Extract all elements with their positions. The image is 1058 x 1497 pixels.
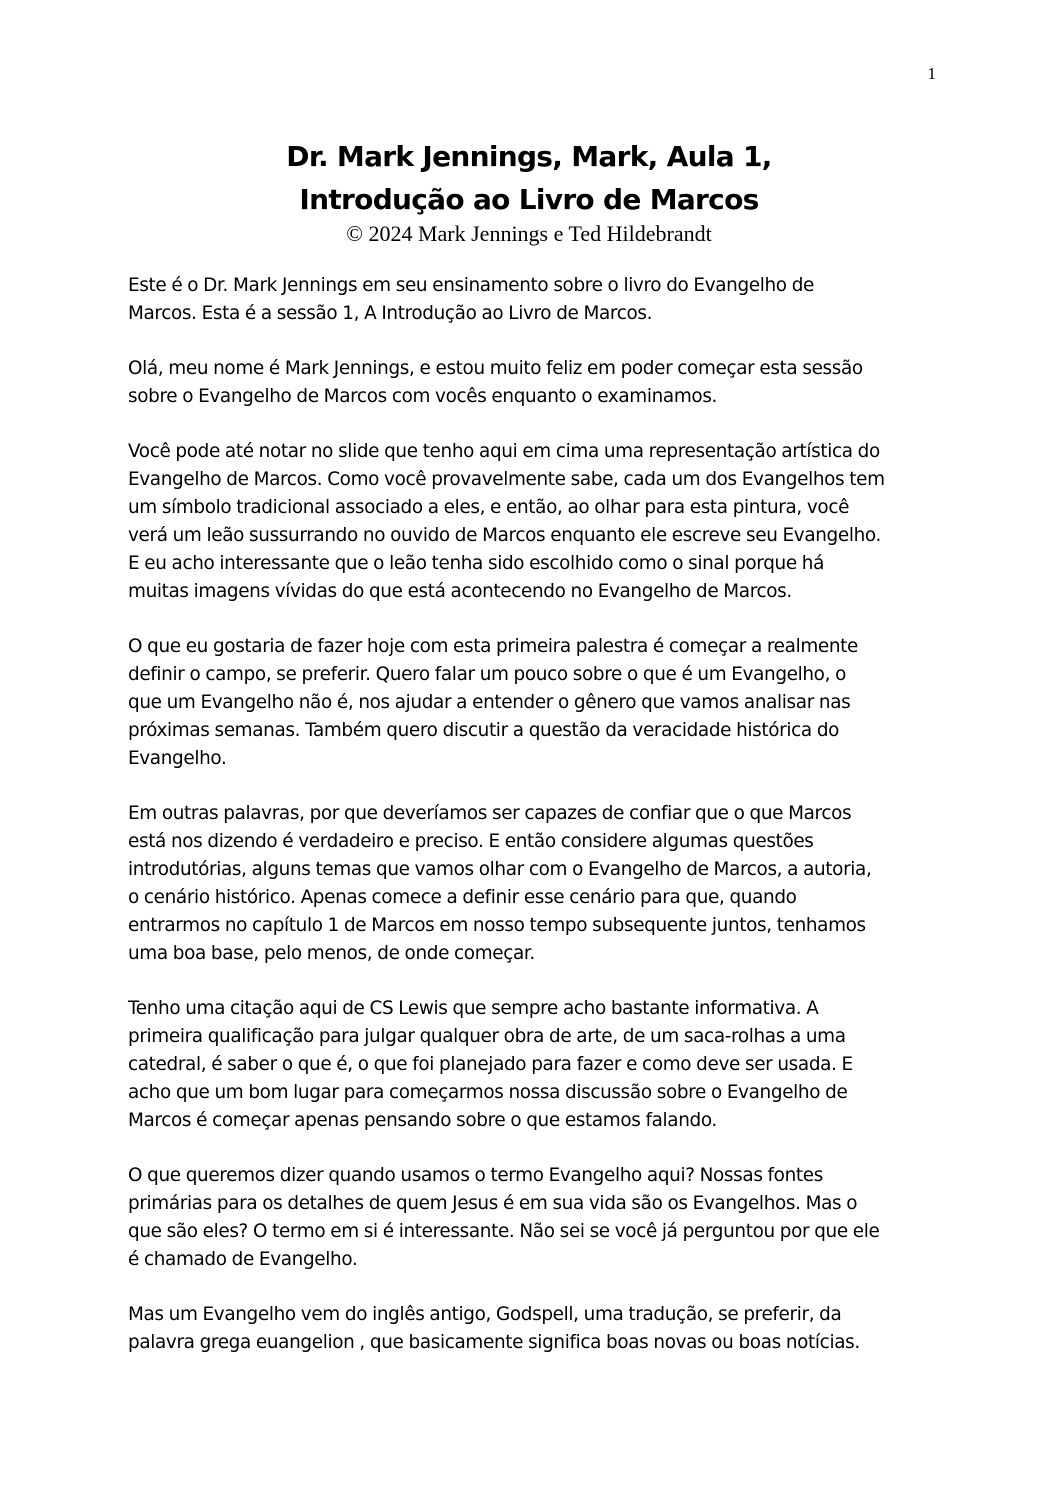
body-paragraph xyxy=(128,1162,938,1274)
paragraph-line: O que eu gostaria de fazer hoje com esta primeira palestra é começar a realmente xyxy=(128,636,858,657)
paragraph-line: E eu acho interessante que o leão tenha sido escolhido como o sinal porque há xyxy=(128,553,825,574)
paragraph-line: introdutórias, alguns temas que vamos olhar com o Evangelho de Marcos, a autoria, xyxy=(128,859,872,880)
paragraph-line: palavra grega euangelion , que basicamente significa boas novas ou boas notícias. xyxy=(128,1332,860,1353)
body-paragraph xyxy=(128,1301,938,1357)
paragraph-line: catedral, é saber o que é, o que foi planejado para fazer e como deve ser usada. E xyxy=(128,1054,853,1075)
paragraph-line: primeira qualificação para julgar qualquer obra de arte, de um saca-rolhas a uma xyxy=(128,1026,846,1047)
paragraph-line: acho que um bom lugar para começarmos nossa discussão sobre o Evangelho de xyxy=(128,1082,848,1103)
paragraph-line: Você pode até notar no slide que tenho aqui em cima uma representação artística do xyxy=(128,441,880,462)
paragraph-line: Em outras palavras, por que deveríamos ser capazes de confiar que o que Marcos xyxy=(128,803,852,824)
document-title-line-2: Introdução ao Livro de Marcos xyxy=(299,183,759,216)
paragraph-line: Marcos. Esta é a sessão 1, A Introdução ao Livro de Marcos. xyxy=(128,303,653,324)
paragraph-line: que um Evangelho não é, nos ajudar a entender o gênero que vamos analisar nas xyxy=(128,692,851,713)
paragraph-line: está nos dizendo é verdadeiro e preciso. E então considere algumas questões xyxy=(128,831,814,852)
body-paragraph xyxy=(128,355,938,411)
paragraph-line: sobre o Evangelho de Marcos com vocês enquanto o examinamos. xyxy=(128,386,718,407)
body-paragraph xyxy=(128,438,938,606)
paragraph-line: O que queremos dizer quando usamos o termo Evangelho aqui? Nossas fontes xyxy=(128,1165,823,1186)
paragraph-line: Este é o Dr. Mark Jennings em seu ensinamento sobre o livro do Evangelho de xyxy=(128,275,814,296)
paragraph-line: é chamado de Evangelho. xyxy=(128,1249,358,1270)
paragraph-line: Evangelho. xyxy=(128,748,227,769)
paragraph-line: muitas imagens vívidas do que está acontecendo no Evangelho de Marcos. xyxy=(128,581,792,602)
paragraph-line: Tenho uma citação aqui de CS Lewis que sempre acho bastante informativa. A xyxy=(128,998,819,1019)
body-paragraph xyxy=(128,272,938,328)
page-number: 1 xyxy=(927,64,936,83)
paragraph-line: primárias para os detalhes de quem Jesus é em sua vida são os Evangelhos. Mas o xyxy=(128,1193,858,1214)
paragraph-line: que são eles? O termo em si é interessante. Não sei se você já perguntou por que ele xyxy=(128,1221,880,1242)
paragraph-line: uma boa base, pelo menos, de onde começar. xyxy=(128,943,535,964)
body-paragraph xyxy=(128,800,938,968)
paragraph-line: o cenário histórico. Apenas comece a definir esse cenário para que, quando xyxy=(128,887,797,908)
paragraph-line: Evangelho de Marcos. Como você provavelmente sabe, cada um dos Evangelhos tem xyxy=(128,469,885,490)
body-paragraph xyxy=(128,995,938,1135)
paragraph-line: Olá, meu nome é Mark Jennings, e estou muito feliz em poder começar esta sessão xyxy=(128,358,863,379)
document-title-line-1: Dr. Mark Jennings, Mark, Aula 1, xyxy=(286,140,772,173)
copyright-notice: © 2024 Mark Jennings e Ted Hildebrandt xyxy=(346,221,712,246)
paragraph-line: verá um leão sussurrando no ouvido de Marcos enquanto ele escreve seu Evangelho. xyxy=(128,525,881,546)
paragraph-line: Mas um Evangelho vem do inglês antigo, Godspell, uma tradução, se preferir, da xyxy=(128,1304,842,1325)
paragraph-line: entrarmos no capítulo 1 de Marcos em nosso tempo subsequente juntos, tenhamos xyxy=(128,915,866,936)
paragraph-line: próximas semanas. Também quero discutir a questão da veracidade histórica do xyxy=(128,720,840,741)
paragraph-line: um símbolo tradicional associado a eles, e então, ao olhar para esta pintura, você xyxy=(128,497,850,518)
document-body xyxy=(128,272,938,1384)
body-paragraph xyxy=(128,633,938,773)
paragraph-line: Marcos é começar apenas pensando sobre o que estamos falando. xyxy=(128,1110,717,1131)
document-header xyxy=(0,135,1058,247)
paragraph-line: definir o campo, se preferir. Quero falar um pouco sobre o que é um Evangelho, o xyxy=(128,664,846,685)
